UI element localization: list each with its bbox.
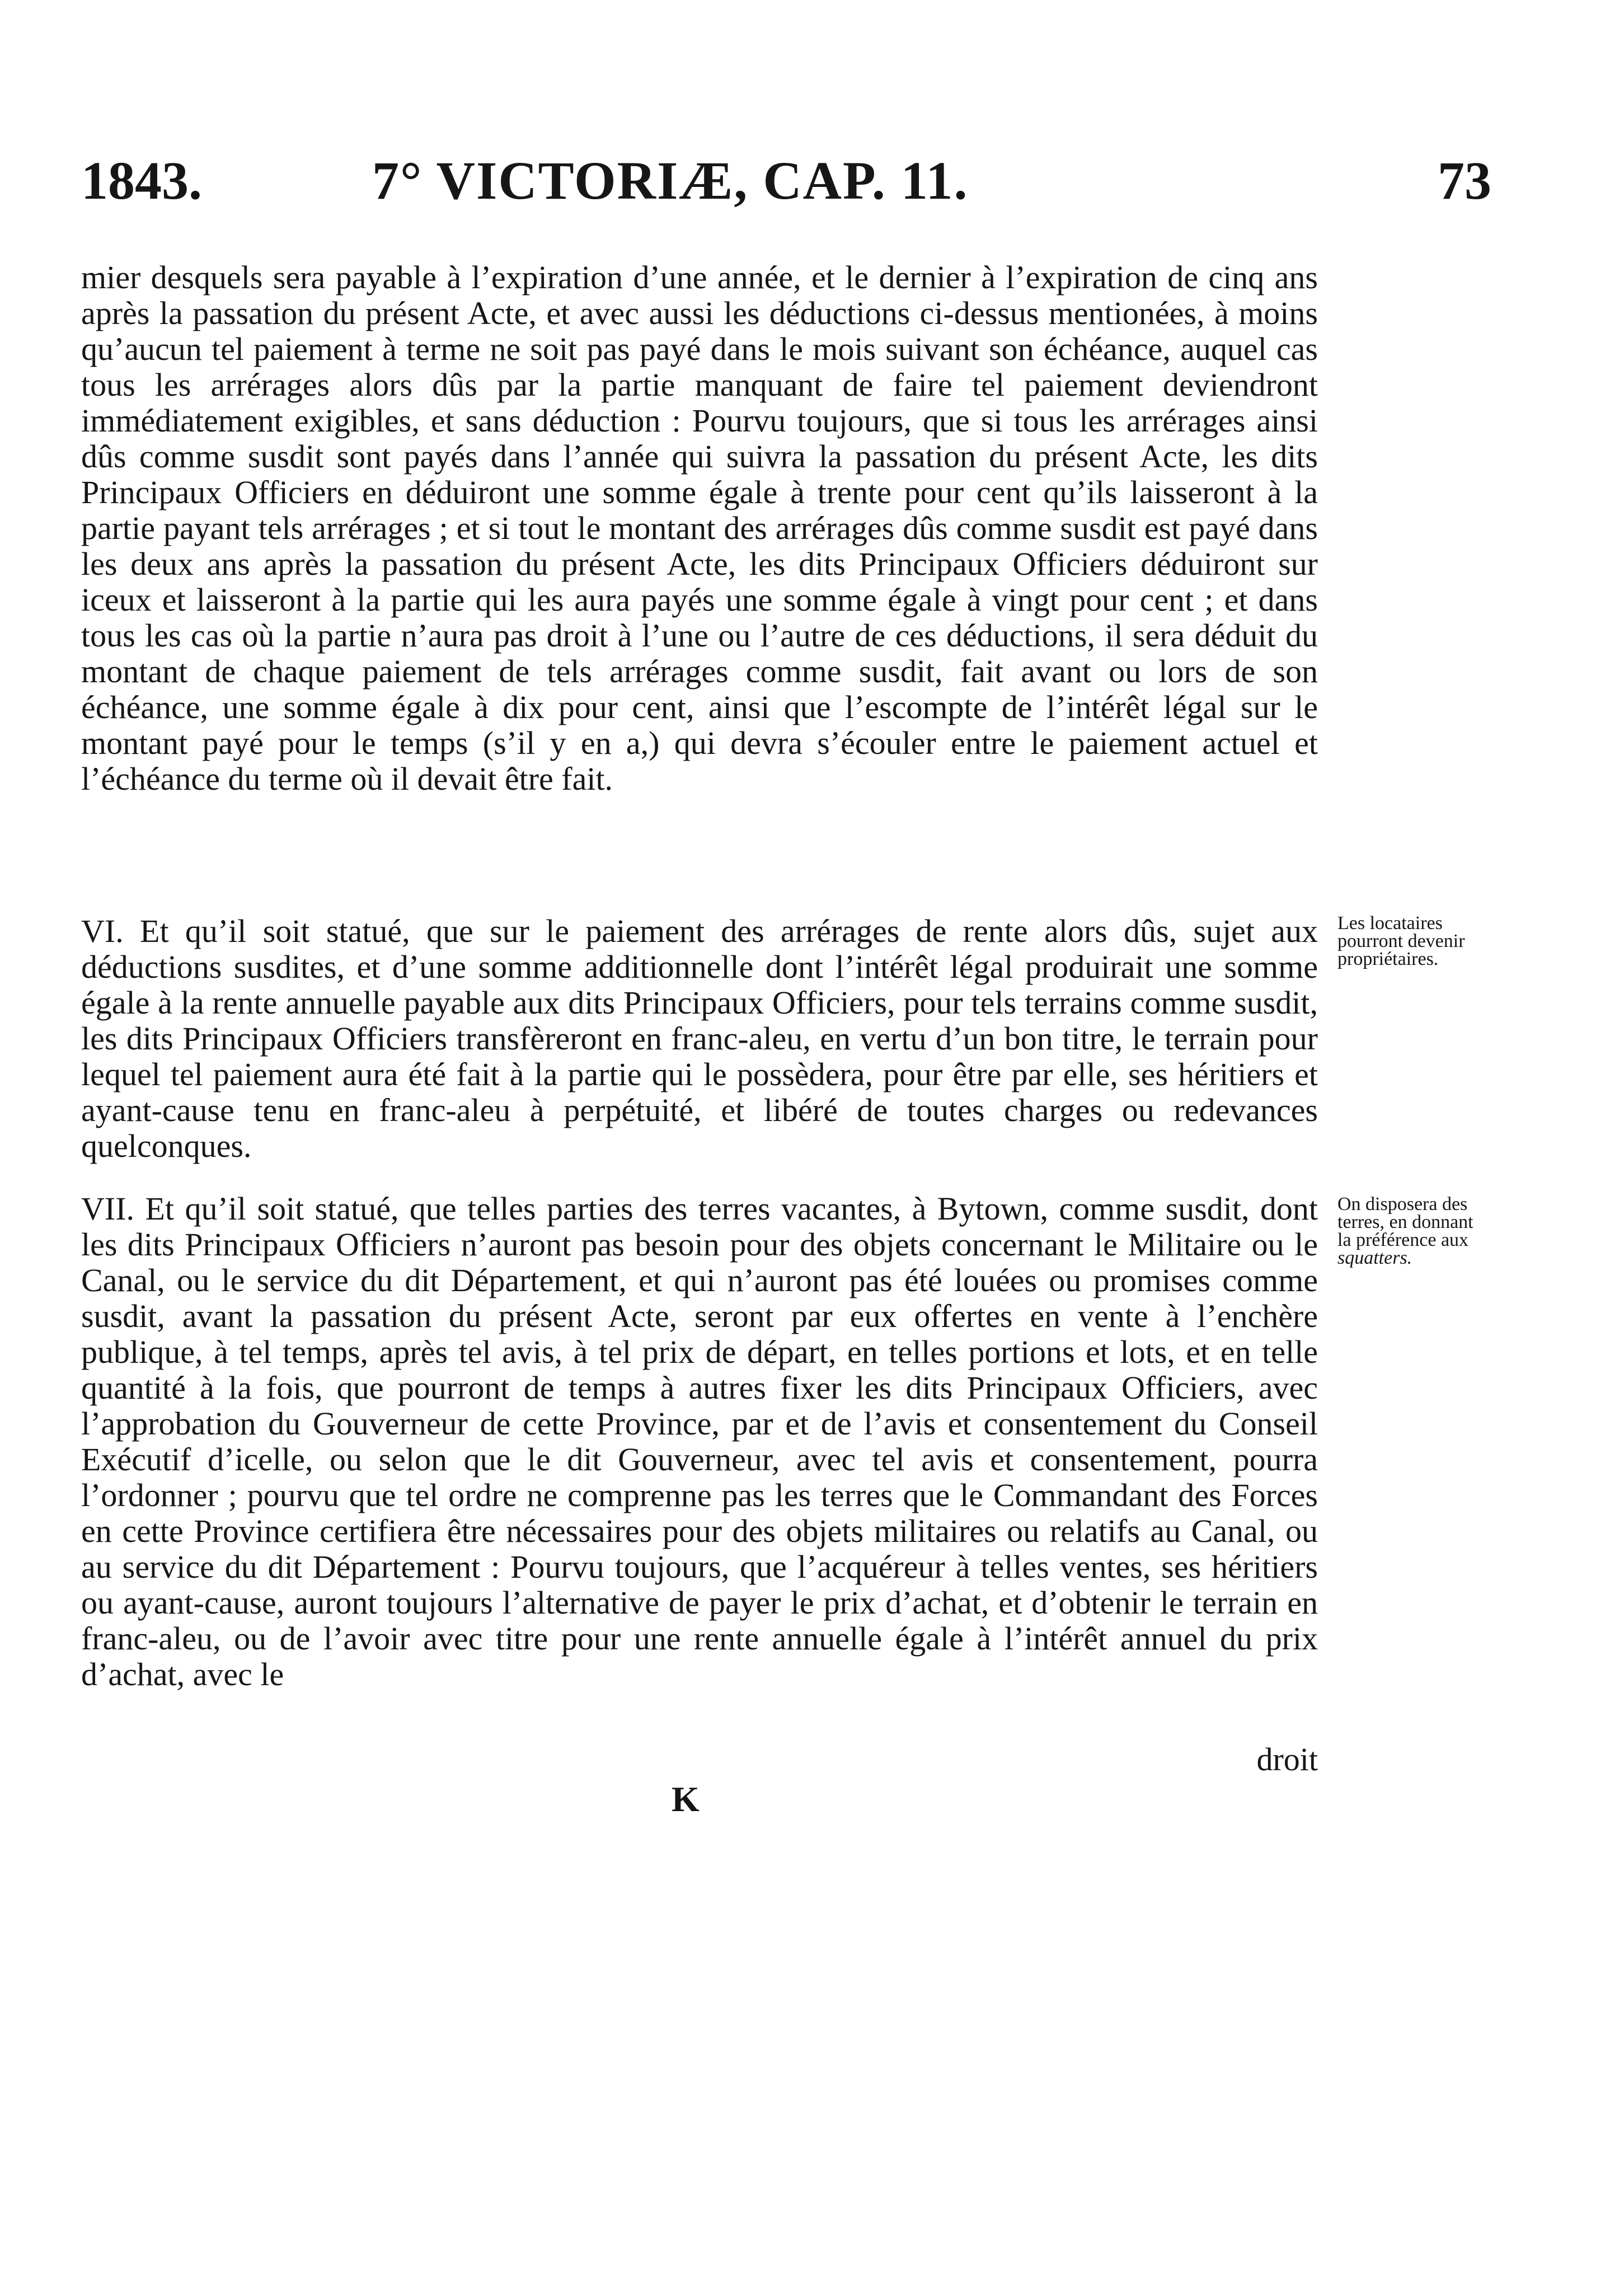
running-head bbox=[81, 150, 1491, 212]
section-vii-text: Et qu’il soit statué, que telles parties des terres vacantes, à Bytown, comme susdit, dont les dits Principaux Officiers n’auront pas besoin pour des objets concernant le Militaire ou le Canal, ou le service du dit Département, et qui n’auront pas été louées ou promises comme susdit, avant la passation du présent Acte, seront par eux offertes en vente à l’enchère publique, à tel temps, après tel avis, à tel prix de départ, en telles portions et lots, et en telle quantité à la fois, que pourront de temps à autres fixer les dits Principaux Officiers, avec l’approbation du Gouverneur de cette Province, par et de l’avis et consentement du Conseil Exécutif d’icelle, ou selon que le dit Gouverneur, avec tel avis et consentement, pourra l’ordonner ; pourvu que tel ordre ne comprenne pas les terres que le Commandant des Forces en cette Province certifiera être nécessaires pour des objets militaires ou relatifs au Canal, ou au service du dit Département : Pourvu toujours, que l’acquéreur à telles ventes, ses héritiers ou ayant-cause, auront toujours l’alternative de payer le prix d’achat, et d’obtenir le terrain en franc-aleu, ou de l’avoir avec titre pour une rente annuelle égale à l’intérêt annuel du prix d’achat, avec le bbox=[81, 1190, 1318, 1692]
paragraph-continued bbox=[81, 260, 1318, 797]
page-number: 73 bbox=[1438, 151, 1491, 210]
catchword bbox=[81, 1742, 1318, 1778]
margin-note-vii-text: On disposera des terres, en donnant la préférence aux bbox=[1337, 1194, 1473, 1250]
catchword-text: droit bbox=[1256, 1741, 1318, 1778]
header-year: 1843. bbox=[81, 151, 202, 210]
paragraph-section-vii bbox=[81, 1191, 1318, 1692]
margin-note-vi bbox=[1337, 915, 1477, 968]
header-title: 7° VICTORIÆ, CAP. 11. bbox=[372, 151, 969, 210]
margin-note-vii bbox=[1337, 1195, 1477, 1267]
margin-note-vi-text: Les locataires pourront devenir propriétaires. bbox=[1337, 913, 1465, 969]
signature-mark: K bbox=[672, 1779, 700, 1819]
paragraph-continued-text: mier desquels sera payable à l’expiration d’une année, et le dernier à l’expiration de cinq ans après la passation du présent Acte, et avec aussi les déductions ci-dessus mentionées, à moins qu’aucun tel paiement à terme ne soit pas payé dans le mois suivant son échéance, auquel cas tous les arrérages alors dûs par la partie manquant de faire tel paiement deviendront immédiatement exigibles, et sans déduction : Pourvu toujours, que si tous les arrérages ainsi dûs comme susdit sont payés dans l’année qui suivra la passation du présent Acte, les dits Principaux Officiers en déduiront une somme égale à trente pour cent qu’ils laisseront à la partie payant tels arrérages ; et si tout le montant des arrérages dûs comme susdit est payé dans les deux ans après la passation du présent Acte, les dits Principaux Officiers déduiront sur iceux et laisseront à la partie qui les aura payés une somme égale à vingt pour cent ; et dans tous les cas où la partie n’aura pas droit à l’une ou l’autre de ces déductions, il sera déduit du montant de chaque paiement de tels arrérages comme susdit, fait avant ou lors de son échéance, une somme égale à dix pour cent, ainsi que l’escompte de l’intérêt légal sur le montant payé pour le temps (s’il y en a,) qui devra s’écouler entre le paiement actuel et l’échéance du terme où il devait être fait. bbox=[81, 259, 1318, 797]
margin-note-vii-italic: squatters. bbox=[1337, 1248, 1412, 1268]
section-vi-number: VI. bbox=[81, 913, 124, 949]
section-vii-number: VII. bbox=[81, 1190, 135, 1227]
paragraph-section-vi bbox=[81, 913, 1318, 1164]
section-vi-text: Et qu’il soit statué, que sur le paiement des arrérages de rente alors dûs, sujet aux déductions susdites, et d’une somme additionnelle dont l’intérêt légal produirait une somme égale à la rente annuelle payable aux dits Principaux Officiers, pour tels terrains comme susdit, les dits Principaux Officiers transfèreront en franc-aleu, en vertu d’un bon titre, le terrain pour lequel tel paiement aura été fait à la partie qui le possèdera, pour être par elle, ses héritiers et ayant-cause tenu en franc-aleu à perpétuité, et libéré de toutes charges ou redevances quelconques. bbox=[81, 913, 1318, 1164]
